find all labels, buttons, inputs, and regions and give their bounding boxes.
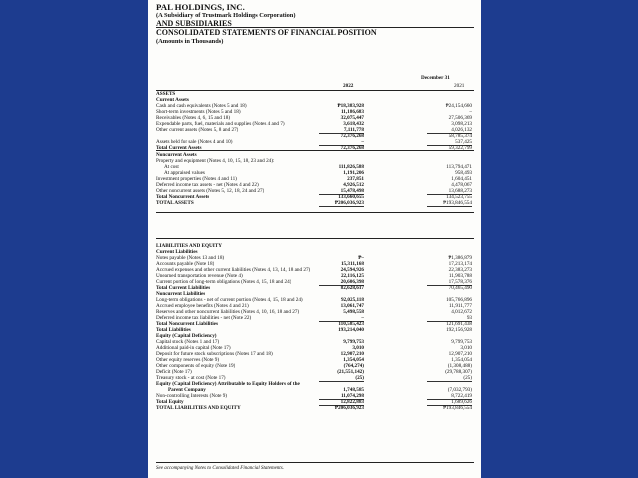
value-2021: 1,604,451 (451, 176, 472, 182)
section-rule (156, 150, 474, 151)
value-2021: 17,213,174 (448, 261, 472, 267)
section-rule (156, 212, 474, 213)
value-2021: ₱24,154,660 (445, 103, 472, 109)
value-2021: 537,425 (455, 139, 472, 145)
value-2021: 11,903,788 (448, 273, 472, 279)
value-2021: 4,012,672 (451, 309, 472, 315)
value-2022: 11,186,683 (340, 109, 364, 115)
value-2022: ₱206,036,923 (334, 200, 364, 206)
value-2022: 5,498,558 (343, 309, 364, 315)
row-label: Notes payable (Notes 13 and 18) (156, 255, 225, 261)
row-label: Other components of equity (Note 19) (156, 363, 236, 369)
row-label: Assets held for sale (Notes 4 and 10) (156, 139, 233, 145)
row-label: Current portion of long-term obligations (Notes 4, 15, 18 and 24) (156, 279, 292, 285)
value-2022: 24,594,926 (340, 267, 364, 273)
subsidiary-note: (A Subsidiary of Trustmark Holdings Corporation) (156, 12, 296, 19)
units-note: (Amounts in Thousands) (156, 38, 224, 45)
value-2021: (7,032,793) (447, 387, 472, 393)
row-label: Treasury stock - at cost (Note 17) (156, 375, 226, 381)
row-label: Deficit (Note 17) (156, 369, 192, 375)
company-name: PAL HOLDINGS, INC. (156, 2, 245, 12)
value-2022: 1,354,054 (343, 357, 364, 363)
and-subsidiaries: AND SUBSIDIARIES (156, 19, 232, 28)
value-2022: 72,376,268 (340, 133, 364, 139)
row-label: Property and equipment (Notes 4, 10, 15, 18, 23 and 24): (156, 158, 275, 164)
row-label: Cash and cash equivalents (Notes 5 and 18) (156, 103, 247, 109)
value-2021: 121,691,438 (446, 321, 472, 327)
value-2021: 11,911,777 (449, 303, 472, 309)
value-2021: 27,506,369 (448, 115, 472, 121)
row-label: Total Current Liabilities (156, 285, 211, 291)
row-label: Parent Company (168, 387, 206, 393)
value-2022: 237,851 (347, 176, 364, 182)
row-label: Long-term obligations - net of current portion (Notes 4, 15, 18 and 24) (156, 297, 303, 303)
row-label: Capital stock (Notes 1 and 17) (156, 339, 220, 345)
value-2021: 134,523,755 (446, 194, 472, 200)
value-2021: 17,578,376 (448, 279, 472, 285)
value-2022: 15,311,168 (340, 261, 364, 267)
row-label: Accounts payable (Note 18) (156, 261, 215, 267)
row-label: Current Liabilities (156, 249, 198, 255)
row-label: Total Noncurrent Liabilities (156, 321, 218, 327)
row-label: Deferred income tax assets - net (Notes 4 and 22) (156, 182, 259, 188)
row-label: Accrued expenses and other current liabilities (Notes 4, 13, 14, 18 and 27) (156, 267, 311, 273)
value-2021: 1,354,054 (451, 357, 472, 363)
value-2021: 8,722,419 (451, 393, 472, 399)
value-2022: – (361, 315, 364, 321)
value-2022: 11,074,298 (340, 393, 364, 399)
row-label: TOTAL ASSETS (156, 200, 194, 206)
value-2021: 4,478,067 (451, 182, 472, 188)
row-label: Deferred income tax liabilities - net (Note 22) (156, 315, 252, 321)
value-2022: 82,628,617 (340, 285, 364, 291)
value-2022: ₱18,383,928 (337, 103, 364, 109)
row-label: At appraised values (164, 170, 205, 176)
row-label: Expendable parts, fuel, materials and supplies (Notes 4 and 7) (156, 121, 285, 127)
value-2022: 4,926,512 (343, 182, 364, 188)
row-label: Other noncurrent assets (Notes 5, 12, 18, 24 and 27) (156, 188, 265, 194)
value-2021: 12,907,210 (448, 351, 472, 357)
value-2021: 58,785,374 (448, 133, 472, 139)
value-2022: 20,606,398 (340, 279, 364, 285)
value-2022: 7,111,778 (343, 127, 364, 133)
row-label: Non-controlling Interests (Note 9) (156, 393, 228, 399)
row-label: Equity (Capital Deficiency) (156, 333, 217, 339)
value-2021: 192,156,928 (446, 327, 472, 333)
period-header: December 31 (421, 75, 450, 81)
statement-row (156, 405, 474, 411)
statement-title: CONSOLIDATED STATEMENTS OF FINANCIAL POSITION (156, 28, 377, 37)
value-2021: 22,383,273 (448, 267, 472, 273)
value-2021: (25) (463, 375, 472, 381)
value-2022: 110,585,423 (338, 321, 364, 327)
value-2021: ₱1,386,879 (448, 255, 472, 261)
value-2021: 113,794,471 (446, 164, 472, 170)
year-2021-header: 2021 (454, 83, 465, 89)
row-label: Receivables (Notes 4, 6, 15 and 18) (156, 115, 231, 121)
value-2022: 133,660,655 (338, 194, 364, 200)
value-2022: 13,061,747 (340, 303, 364, 309)
row-label: Noncurrent Liabilities (156, 291, 206, 297)
value-2022: ₱– (358, 255, 364, 261)
value-2022: (21,551,142) (337, 369, 364, 375)
row-label: Current Assets (156, 97, 189, 103)
value-2021: ₱193,846,554 (443, 405, 472, 411)
row-label: Reserves and other noncurrent liabilities (Notes 4, 10, 16, 18 and 27) (156, 309, 300, 315)
value-2022: 3,618,432 (343, 121, 364, 127)
value-2021: – (469, 109, 472, 115)
value-2022: 22,116,125 (340, 273, 364, 279)
value-2021: (29,788,307) (445, 369, 472, 375)
row-label: Investment properties (Notes 4 and 11) (156, 176, 237, 182)
value-2022: 92,025,118 (340, 297, 364, 303)
row-label: Noncurrent Assets (156, 152, 197, 158)
row-label: Other current assets (Notes 5, 8 and 27) (156, 127, 239, 133)
value-2022: ₱206,036,923 (334, 405, 364, 411)
value-2022: (25) (355, 375, 364, 381)
row-label: TOTAL LIABILITIES AND EQUITY (156, 405, 241, 411)
value-2022: 1,191,206 (343, 170, 364, 176)
value-2022: 3,010 (352, 345, 364, 351)
value-2022: 111,826,588 (338, 164, 364, 170)
value-2021: 93 (466, 315, 472, 321)
value-2022: 15,478,498 (340, 188, 364, 194)
row-label: Total Equity (156, 399, 184, 405)
value-2021: 1,689,626 (451, 399, 472, 405)
value-2022: 1,748,585 (343, 387, 364, 393)
value-2022: 9,799,753 (343, 339, 364, 345)
value-2021: (1,308,488) (447, 363, 472, 369)
value-2021: 59,322,799 (448, 145, 472, 151)
value-2021: ₱193,846,554 (443, 200, 472, 206)
row-label: Total Current Assets (156, 145, 202, 151)
row-label: Additional paid-in capital (Note 17) (156, 345, 231, 351)
row-label: Equity (Capital Deficiency) Attributable to Equity Holders of the (156, 381, 300, 387)
value-2022: 193,214,040 (338, 327, 364, 333)
row-label: Deposit for future stock subscriptions (Notes 17 and 18) (156, 351, 273, 357)
value-2022: 12,822,883 (340, 399, 364, 405)
statement-page (148, 0, 481, 478)
row-label: Accrued employee benefits (Notes 4 and 21) (156, 303, 249, 309)
value-2021: 3,010 (460, 345, 472, 351)
row-label: Short-term investments (Notes 5 and 18) (156, 109, 241, 115)
value-2021: 105,766,896 (446, 297, 472, 303)
row-label: LIABILITIES AND EQUITY (156, 243, 223, 249)
row-label: Total Liabilities (156, 327, 191, 333)
row-label: Total Noncurrent Assets (156, 194, 210, 200)
row-label: Other equity reserves (Note 9) (156, 357, 220, 363)
value-2022: 12,907,210 (340, 351, 364, 357)
value-2021: 4,026,132 (451, 127, 472, 133)
value-2022: – (361, 139, 364, 145)
footnote: See accompanying Notes to Consolidated Financial Statements. (156, 466, 284, 471)
value-2021: 13,688,273 (448, 188, 472, 194)
row-label: ASSETS (156, 91, 176, 97)
section-rule (156, 238, 474, 239)
footnote-rule (156, 462, 474, 463)
row-label: At cost (164, 164, 179, 170)
value-2021: 70,465,490 (448, 285, 472, 291)
value-2022: 32,075,447 (340, 115, 364, 121)
value-2022: (764,274) (343, 363, 364, 369)
value-2021: 9,799,753 (451, 339, 472, 345)
row-label: Unearned transportation revenue (Note 4) (156, 273, 243, 279)
value-2021: 3,098,213 (451, 121, 472, 127)
value-2022: 72,376,268 (340, 145, 364, 151)
value-2021: 958,493 (455, 170, 472, 176)
year-2022-header: 2022 (343, 83, 354, 89)
